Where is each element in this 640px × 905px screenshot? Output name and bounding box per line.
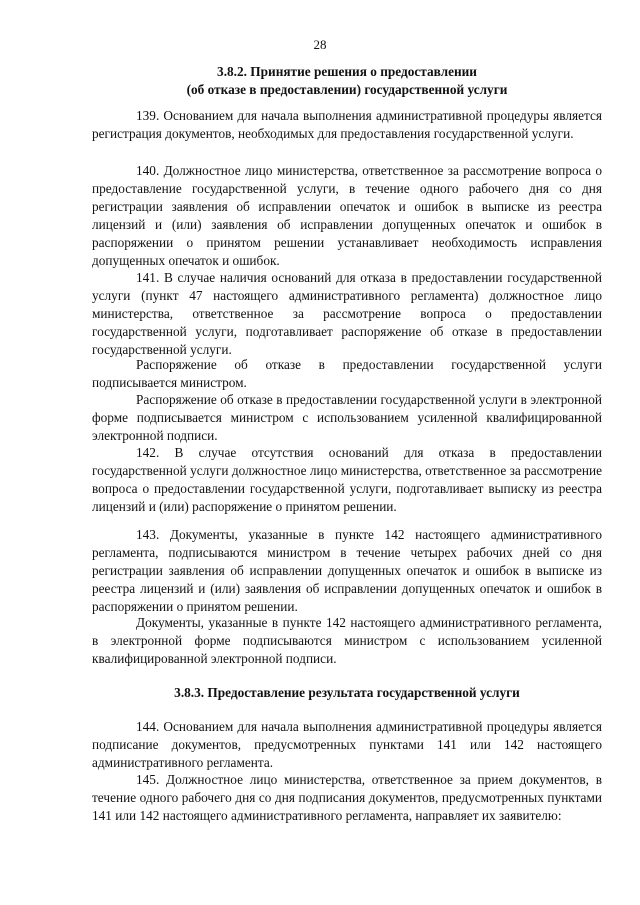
- paragraph-signing-refusal-electronic: Распоряжение об отказе в предоставлении государственной услуги в электронной форме подписывается министром с использованием усиленной квалифицированной электронной подписи.: [92, 392, 602, 443]
- paragraph-142: 142. В случае отсутствия оснований для отказа в предоставлении государственной услуги должностное лицо министерства, ответственное за рассмотрение вопроса о предоставлении государственной услуги, подготавливает выписку из реестра лицензий и (или) распоряжение о принятом решении.: [92, 445, 602, 514]
- section-heading-line-2: (об отказе в предоставлении) государственной услуги: [186, 82, 508, 97]
- section-heading-line-1: 3.8.2. Принятие решения о предоставлении: [217, 64, 477, 79]
- paragraph-145: 145. Должностное лицо министерства, ответственное за прием документов, в течение одного рабочего дня со дня подписания документов, предусмотренных пунктами 141 или 142 настоящего административного регламента, направляет их заявителю:: [92, 772, 602, 823]
- paragraph-144: 144. Основанием для начала выполнения административной процедуры является подписание документов, предусмотренных пунктами 141 или 142 настоящего административного регламента.: [92, 719, 602, 770]
- section-heading-3-8-3: 3.8.3. Предоставление результата государственной услуги: [174, 685, 520, 700]
- paragraph-140: 140. Должностное лицо министерства, ответственное за рассмотрение вопроса о предоставление государственной услуги, в течение одного рабочего дня со дня регистрации заявления об исправлении опечаток и ошибок в выписке из реестра лицензий и (или) заявления об исправлении допущенных опечаток и ошибок в распоряжении о принятом решении устанавливает необходимость исправления допущенных опечаток и ошибок.: [92, 163, 602, 268]
- paragraph-documents-electronic: Документы, указанные в пункте 142 настоящего административного регламента, в электронной форме подписываются министром с использованием усиленной квалифицированной электронной подписи.: [92, 615, 602, 666]
- paragraph-143: 143. Документы, указанные в пункте 142 настоящего административного регламента, подписываются министром в течение четырех рабочих дней со дня регистрации заявления об исправлении допущенных опечаток и ошибок в выписке из реестра лицензий и (или) заявления об исправлении допущенных опечаток и ошибок в распоряжении о принятом решении.: [92, 527, 602, 614]
- paragraph-139: 139. Основанием для начала выполнения административной процедуры является регистрация документов, необходимых для предоставления государственной услуги.: [92, 108, 602, 141]
- section-heading-3-8-2: [92, 63, 602, 99]
- page-number: 28: [313, 37, 327, 52]
- paragraph-141: 141. В случае наличия оснований для отказа в предоставлении государственной услуги (пункт 47 настоящего административного регламента) должностное лицо министерства, ответственное за рассмотрение вопроса о предоставлении государственной услуги, подготавливает распоряжение об отказе в предоставлении государственной услуги.: [92, 270, 602, 357]
- paragraph-signing-refusal: Распоряжение об отказе в предоставлении государственной услуги подписывается министром.: [92, 357, 602, 390]
